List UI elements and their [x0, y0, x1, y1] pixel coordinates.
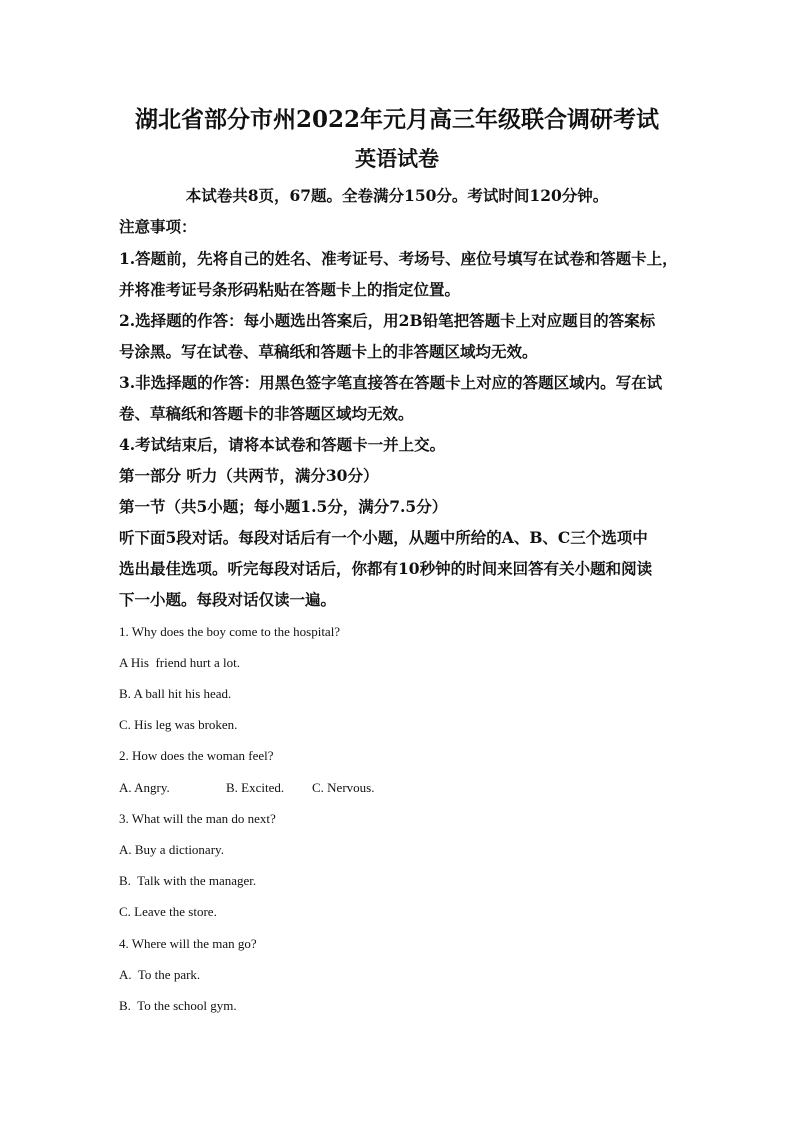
section1-heading: 第一节（共5小题；每小题1.5分，满分7.5分）	[119, 497, 448, 516]
question-2: 2. How does the woman feel?	[119, 748, 274, 763]
question-2-option-b: B. Excited.	[226, 780, 285, 795]
question-4-option-b: B. To the school gym.	[119, 998, 237, 1013]
question-1-option-a: A His friend hurt a lot.	[119, 655, 240, 670]
question-2-option-c: C. Nervous.	[312, 780, 375, 795]
question-4: 4. Where will the man go?	[119, 936, 257, 951]
question-3: 3. What will the man do next?	[119, 811, 276, 826]
part1-heading: 第一部分 听力（共两节，满分30分）	[119, 466, 379, 485]
instruction-line-a: 听下面5段对话。每段对话后有一个小题，从题中所给的A、B、C三个选项中	[119, 528, 648, 547]
notice-line-3a: 3.非选择题的作答：用黑色签字笔直接答在答题卡上对应的答题区域内。写在试	[119, 373, 663, 392]
notice-line-2a: 2.选择题的作答：每小题选出答案后，用2B铅笔把答题卡上对应题目的答案标	[119, 311, 656, 330]
question-2-option-a: A. Angry.	[119, 780, 170, 795]
exam-title: 湖北省部分市州2022年元月高三年级联合调研考试	[134, 106, 659, 133]
question-4-option-a: A. To the park.	[119, 967, 201, 982]
notice-line-1b: 并将准考证号条形码粘贴在答题卡上的指定位置。	[119, 280, 461, 299]
question-3-option-c: C. Leave the store.	[119, 904, 217, 919]
instruction-line-c: 下一小题。每段对话仅读一遍。	[119, 590, 337, 609]
notice-line-3b: 卷、草稿纸和答题卡的非答题区域均无效。	[119, 404, 414, 423]
question-1-option-b: B. A ball hit his head.	[119, 686, 232, 701]
notice-line-4: 4.考试结束后，请将本试卷和答题卡一并上交。	[119, 435, 446, 454]
instruction-line-b: 选出最佳选项。听完每段对话后，你都有10秒钟的时间来回答有关小题和阅读	[119, 559, 653, 578]
question-1: 1. Why does the boy come to the hospital?	[119, 624, 341, 639]
exam-subtitle: 英语试卷	[355, 146, 439, 171]
exam-info: 本试卷共8页，67题。全卷满分150分。考试时间120分钟。	[185, 186, 609, 205]
notice-line-1a: 1.答题前，先将自己的姓名、准考证号、考场号、座位号填写在试卷和答题卡上，	[119, 249, 678, 268]
notice-line-2b: 号涂黑。写在试卷、草稿纸和答题卡上的非答题区域均无效。	[119, 342, 538, 361]
question-3-option-a: A. Buy a dictionary.	[119, 842, 224, 857]
question-1-option-c: C. His leg was broken.	[119, 717, 238, 732]
notice-heading: 注意事项：	[119, 217, 197, 236]
question-3-option-b: B. Talk with the manager.	[119, 873, 257, 888]
